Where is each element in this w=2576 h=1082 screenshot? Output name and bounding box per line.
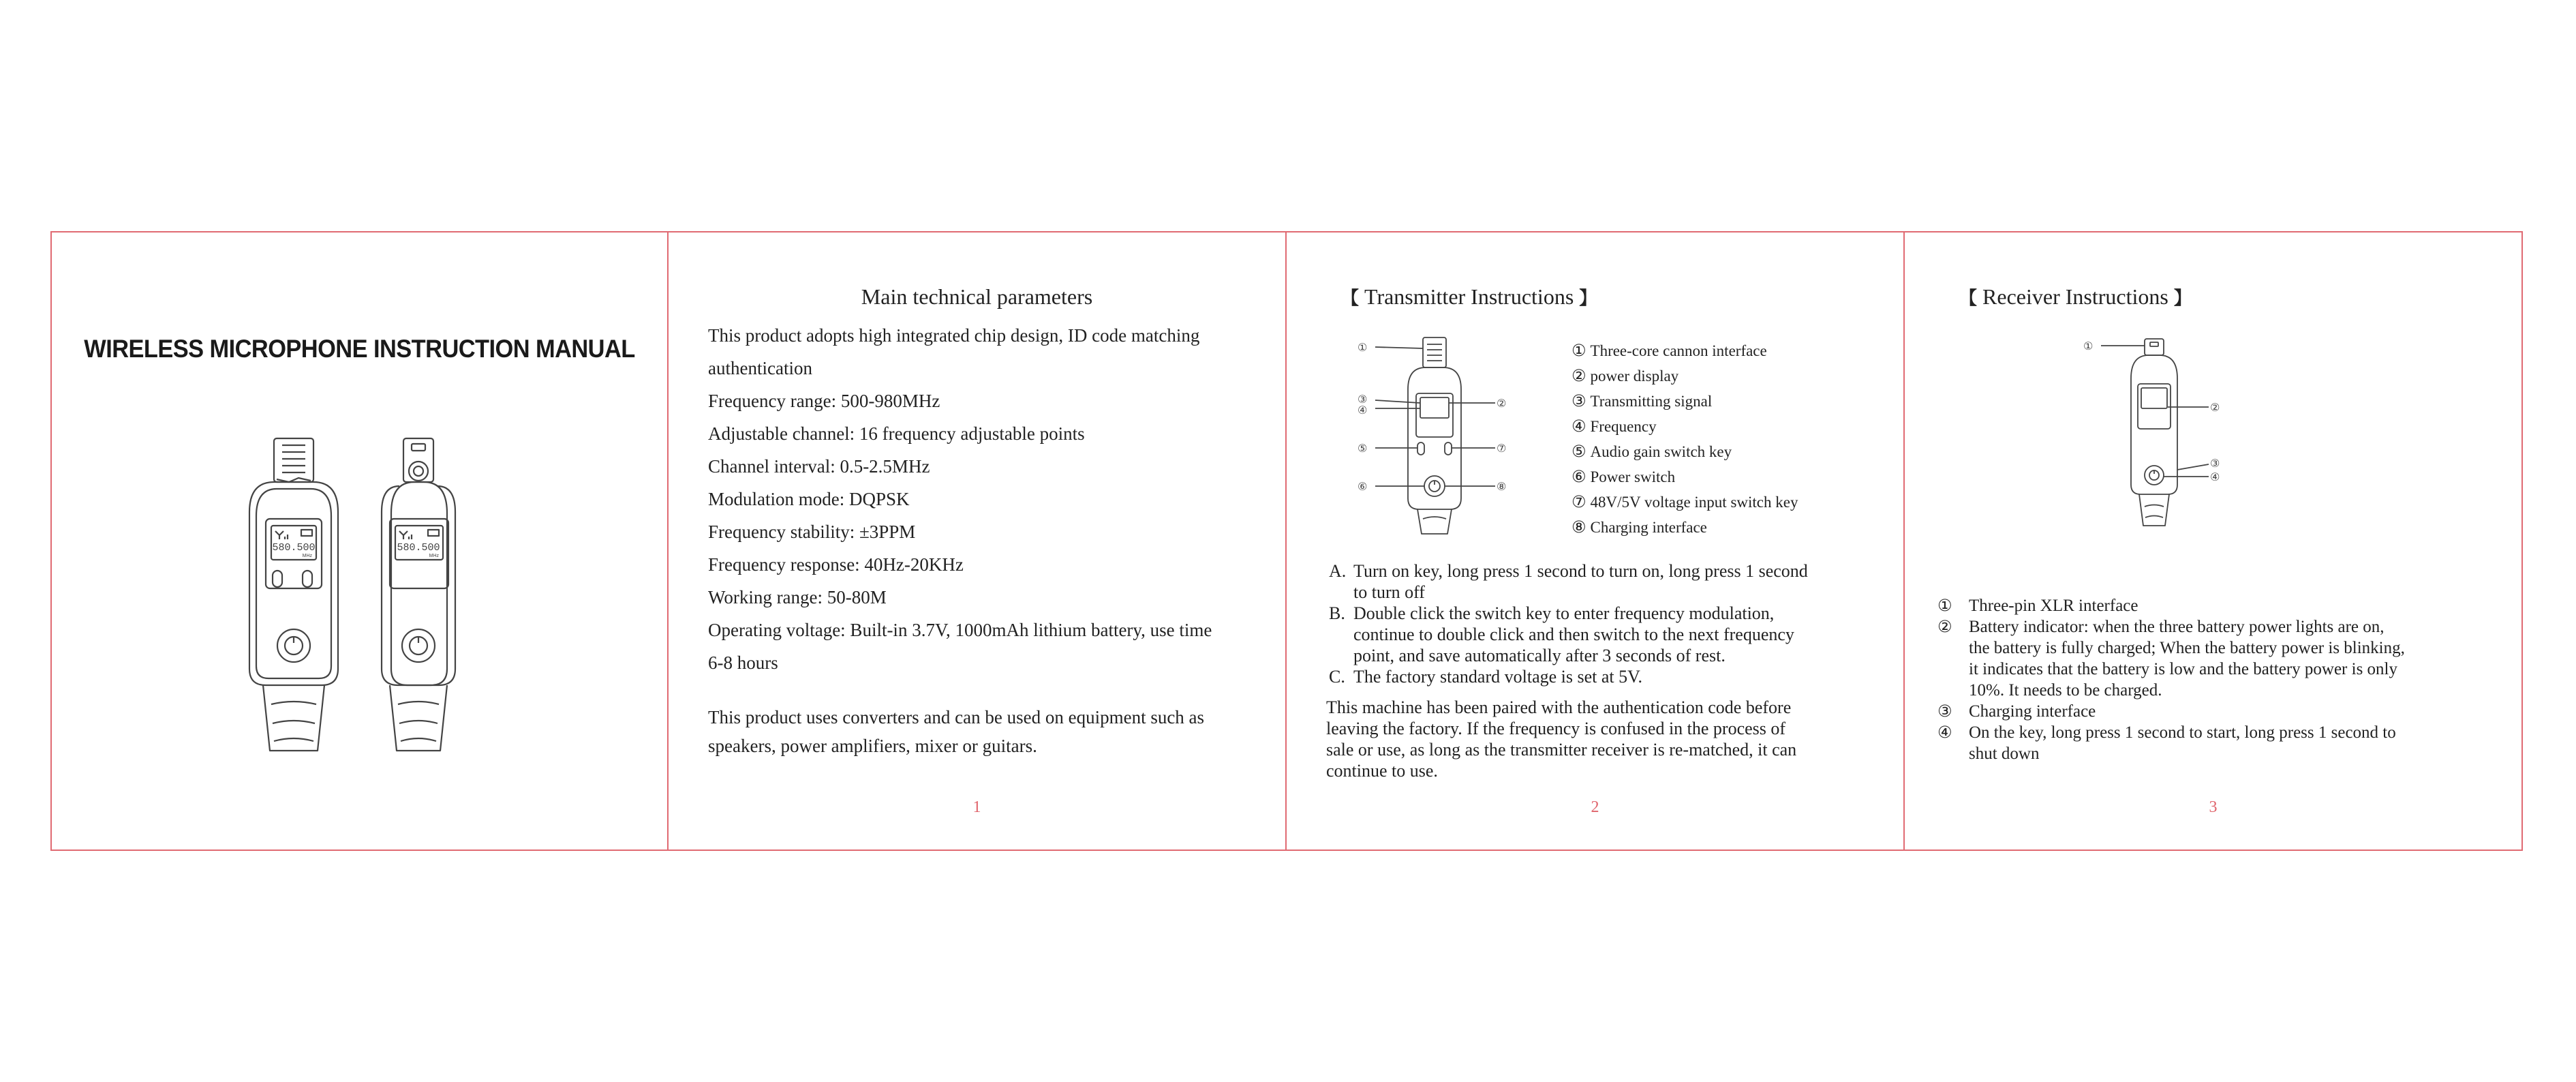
legend-item: ① Three-core cannon interface bbox=[1571, 341, 1767, 360]
bracket-open: 【 bbox=[1341, 288, 1360, 309]
legend-item: ② power display bbox=[1571, 366, 1679, 385]
parameter-line: This product adopts high integrated chip design, ID code matching bbox=[708, 325, 1200, 346]
parameter-line: Channel interval: 0.5-2.5MHz bbox=[708, 456, 930, 477]
callout-1: ① bbox=[2083, 340, 2094, 352]
receiver-title bbox=[1959, 284, 2192, 310]
transmitter-panel bbox=[1287, 231, 1905, 851]
device-a-screen-unit: MHz bbox=[302, 554, 312, 558]
parameter-line: Operating voltage: Built-in 3.7V, 1000mAh lithium battery, use time bbox=[708, 620, 1212, 640]
bracket-close: 】 bbox=[2173, 288, 2192, 309]
cover-panel bbox=[50, 231, 669, 851]
transmitter-title-text: Transmitter Instructions bbox=[1364, 284, 1574, 309]
usage-note-line: speakers, power amplifiers, mixer or guitars. bbox=[708, 736, 1037, 756]
callout-8: ⑧ bbox=[1497, 480, 1507, 493]
receiver-list bbox=[1937, 595, 2405, 764]
receiver-item: ① Three-pin XLR interface bbox=[1937, 596, 2138, 615]
transmitter-legend bbox=[1571, 338, 1798, 540]
device-b-screen-frequency: 580.500 bbox=[397, 542, 440, 554]
device-illustration bbox=[236, 437, 488, 757]
parameter-line: Working range: 50-80M bbox=[708, 587, 887, 607]
callout-2: ② bbox=[1497, 397, 1507, 410]
transmitter-title bbox=[1341, 284, 1597, 310]
bracket-open: 【 bbox=[1959, 288, 1978, 309]
receiver-item: ② Battery indicator: when the three battery power lights are on, the battery is fully charged; When the battery power is blinking, it indicates that the battery is low and the battery power is only 10%. It needs to be charged. bbox=[1937, 617, 2405, 700]
receiver-item: ③ Charging interface bbox=[1937, 702, 2096, 721]
usage-note bbox=[708, 703, 1204, 760]
parameter-line: Adjustable channel: 16 frequency adjustable points bbox=[708, 423, 1085, 444]
device-a-screen-frequency: 580.500 bbox=[272, 542, 316, 554]
parameter-line: Frequency range: 500-980MHz bbox=[708, 391, 940, 411]
receiver-title-text: Receiver Instructions bbox=[1982, 284, 2168, 309]
receiver-item: ④ On the key, long press 1 second to start, long press 1 second to shut down bbox=[1937, 723, 2396, 763]
legend-item: ⑧ Charging interface bbox=[1571, 517, 1707, 537]
callout-3: ③ bbox=[2210, 457, 2220, 470]
callout-4: ④ bbox=[1358, 404, 1368, 417]
manual-sheet bbox=[50, 231, 2527, 851]
parameter-line: Frequency response: 40Hz-20KHz bbox=[708, 554, 964, 575]
step-item: C. The factory standard voltage is set at 5V. bbox=[1329, 667, 1643, 687]
parameters-title: Main technical parameters bbox=[861, 284, 1093, 309]
parameters-panel bbox=[669, 231, 1287, 851]
cover-title: WIRELESS MICROPHONE INSTRUCTION MANUAL bbox=[84, 335, 635, 363]
legend-item: ④ Frequency bbox=[1571, 417, 1657, 436]
receiver-panel bbox=[1905, 231, 2523, 851]
legend-item: ⑦ 48V/5V voltage input switch key bbox=[1571, 492, 1798, 511]
parameter-line: Frequency stability: ±3PPM bbox=[708, 522, 916, 542]
pairing-paragraph: This machine has been paired with the authentication code before leaving the factory. If the frequency is confused in the process of sale or use, as long as the transmitter receiver is re-matched, it can continue to use. bbox=[1326, 697, 1797, 781]
device-b-screen-unit: MHz bbox=[429, 554, 439, 558]
callout-2: ② bbox=[2210, 401, 2220, 414]
transmitter-steps bbox=[1329, 560, 1808, 687]
bracket-close: 】 bbox=[1579, 288, 1597, 309]
receiver-diagram bbox=[2075, 336, 2239, 554]
transmitter-device-drawing bbox=[249, 438, 338, 751]
page-number: 2 bbox=[1591, 798, 1599, 816]
usage-note-line: This product uses converters and can be used on equipment such as bbox=[708, 707, 1205, 727]
callout-3: ③ bbox=[1358, 393, 1368, 406]
step-item: A. Turn on key, long press 1 second to turn on, long press 1 second to turn off bbox=[1329, 561, 1808, 602]
parameter-line: authentication bbox=[708, 358, 812, 378]
callout-7: ⑦ bbox=[1497, 442, 1507, 455]
page-number: 1 bbox=[972, 798, 981, 816]
step-item: B. Double click the switch key to enter frequency modulation, continue to double click and then switch to the next frequency point, and save automatically after 3 seconds of rest. bbox=[1329, 603, 1794, 665]
callout-1: ① bbox=[1358, 341, 1368, 354]
callout-5: ⑤ bbox=[1358, 442, 1368, 455]
callout-6: ⑥ bbox=[1358, 480, 1368, 493]
callout-4: ④ bbox=[2210, 470, 2220, 483]
transmitter-diagram bbox=[1355, 335, 1512, 539]
legend-item: ③ Transmitting signal bbox=[1571, 391, 1713, 410]
parameter-line: 6-8 hours bbox=[708, 652, 778, 673]
parameter-line: Modulation mode: DQPSK bbox=[708, 489, 910, 509]
parameters-list bbox=[708, 319, 1212, 679]
legend-item: ⑥ Power switch bbox=[1571, 467, 1676, 486]
legend-item: ⑤ Audio gain switch key bbox=[1571, 442, 1732, 461]
page-number: 3 bbox=[2209, 798, 2218, 816]
receiver-device-drawing bbox=[382, 438, 455, 751]
